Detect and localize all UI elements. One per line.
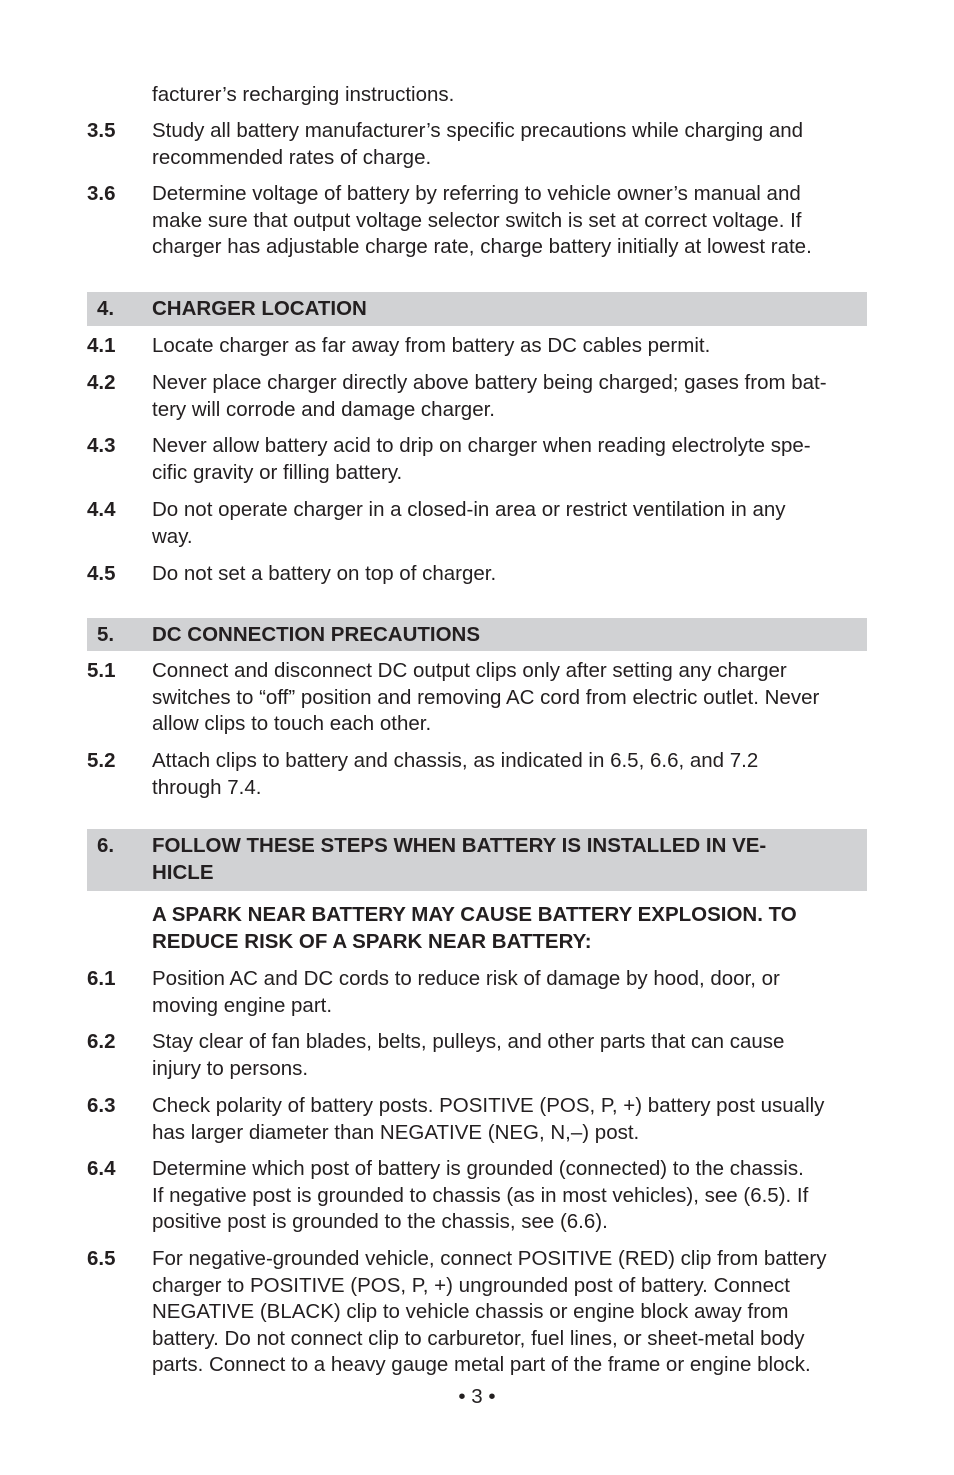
item-text: Do not set a battery on top of charger.	[152, 562, 497, 585]
section-number: 5.	[97, 623, 115, 646]
section-header-battery-installed	[87, 829, 867, 891]
section-title: CHARGER LOCATION	[152, 297, 367, 320]
item-text: Determine which post of battery is grounded (connected) to the chassis. If negative post is grounded to chassis (as in most vehicles), see (6.5). If positive post is grounded to the chassis, see (6.6).	[152, 1157, 809, 1233]
item-number: 6.2	[87, 1030, 116, 1053]
item-text: Check polarity of battery posts. POSITIVE (POS, P, +) battery post usually has larger diameter than NEGATIVE (NEG, N,–) post.	[152, 1094, 825, 1144]
item-number: 3.5	[87, 119, 116, 142]
section-title: DC CONNECTION PRECAUTIONS	[152, 623, 481, 646]
item-number: 4.4	[87, 498, 116, 521]
item-5-1	[87, 658, 867, 738]
item-number: 4.2	[87, 371, 116, 394]
item-4-2	[87, 370, 867, 423]
item-number: 4.1	[87, 334, 116, 357]
item-6-2	[87, 1029, 867, 1082]
item-number: 6.3	[87, 1094, 116, 1117]
item-4-3	[87, 433, 867, 486]
item-5-2	[87, 748, 867, 801]
item-text: Attach clips to battery and chassis, as indicated in 6.5, 6.6, and 7.2 through 7.4.	[152, 749, 759, 799]
item-text: Do not operate charger in a closed-in area or restrict ventilation in any way.	[152, 498, 786, 548]
section-header-dc-connection	[87, 618, 867, 651]
item-number: 4.3	[87, 434, 116, 457]
item-number: 6.5	[87, 1247, 116, 1270]
item-text: Locate charger as far away from battery as DC cables permit.	[152, 334, 711, 357]
item-6-5	[87, 1246, 867, 1379]
section-header-charger-location	[87, 292, 867, 326]
continuation-text: facturer’s recharging instructions.	[152, 83, 455, 106]
item-text: Connect and disconnect DC output clips only after setting any charger switches to “off” position and removing AC cord from electric outlet. Never allow clips to touch each other.	[152, 659, 820, 735]
item-text: Study all battery manufacturer’s specific precautions while charging and recommended rates of charge.	[152, 119, 804, 169]
item-6-3	[87, 1093, 867, 1146]
item-number: 5.2	[87, 749, 116, 772]
section-title: FOLLOW THESE STEPS WHEN BATTERY IS INSTALLED IN VE- HICLE	[152, 834, 767, 884]
item-6-1	[87, 966, 867, 1019]
item-text: Determine voltage of battery by referring to vehicle owner’s manual and make sure that output voltage selector switch is set at correct voltage. If charger has adjustable charge rate, charge battery initially at lowest rate.	[152, 182, 812, 258]
item-number: 5.1	[87, 659, 116, 682]
section-number: 4.	[97, 297, 115, 320]
page-number: • 3 •	[458, 1385, 496, 1408]
item-text: For negative-grounded vehicle, connect POSITIVE (RED) clip from battery charger to POSITIVE (POS, P, +) ungrounded post of battery. Connect NEGATIVE (BLACK) clip to vehicle chassis or engine block away from battery. Do not connect clip to carburetor, fuel lines, or sheet-metal body parts. Connect to a heavy gauge metal part of the frame or engine block.	[152, 1247, 827, 1376]
item-6-4	[87, 1156, 867, 1236]
item-4-5	[87, 561, 867, 588]
item-4-4	[87, 497, 867, 550]
item-number: 3.6	[87, 182, 116, 205]
section-number: 6.	[97, 834, 115, 857]
item-text: Never allow battery acid to drip on charger when reading electrolyte spe- cific gravity or filling battery.	[152, 434, 811, 484]
item-number: 4.5	[87, 562, 116, 585]
item-3-5	[87, 118, 867, 171]
item-text: Stay clear of fan blades, belts, pulleys, and other parts that can cause injury to persons.	[152, 1030, 785, 1080]
item-text: Never place charger directly above battery being charged; gases from bat- tery will corrode and damage charger.	[152, 371, 827, 421]
item-text: Position AC and DC cords to reduce risk of damage by hood, door, or moving engine part.	[152, 967, 780, 1017]
item-4-1	[87, 333, 867, 360]
spark-warning: A SPARK NEAR BATTERY MAY CAUSE BATTERY EXPLOSION. TO REDUCE RISK OF A SPARK NEAR BATTERY:	[152, 903, 797, 953]
item-number: 6.1	[87, 967, 116, 990]
item-3-6	[87, 181, 867, 261]
item-number: 6.4	[87, 1157, 116, 1180]
